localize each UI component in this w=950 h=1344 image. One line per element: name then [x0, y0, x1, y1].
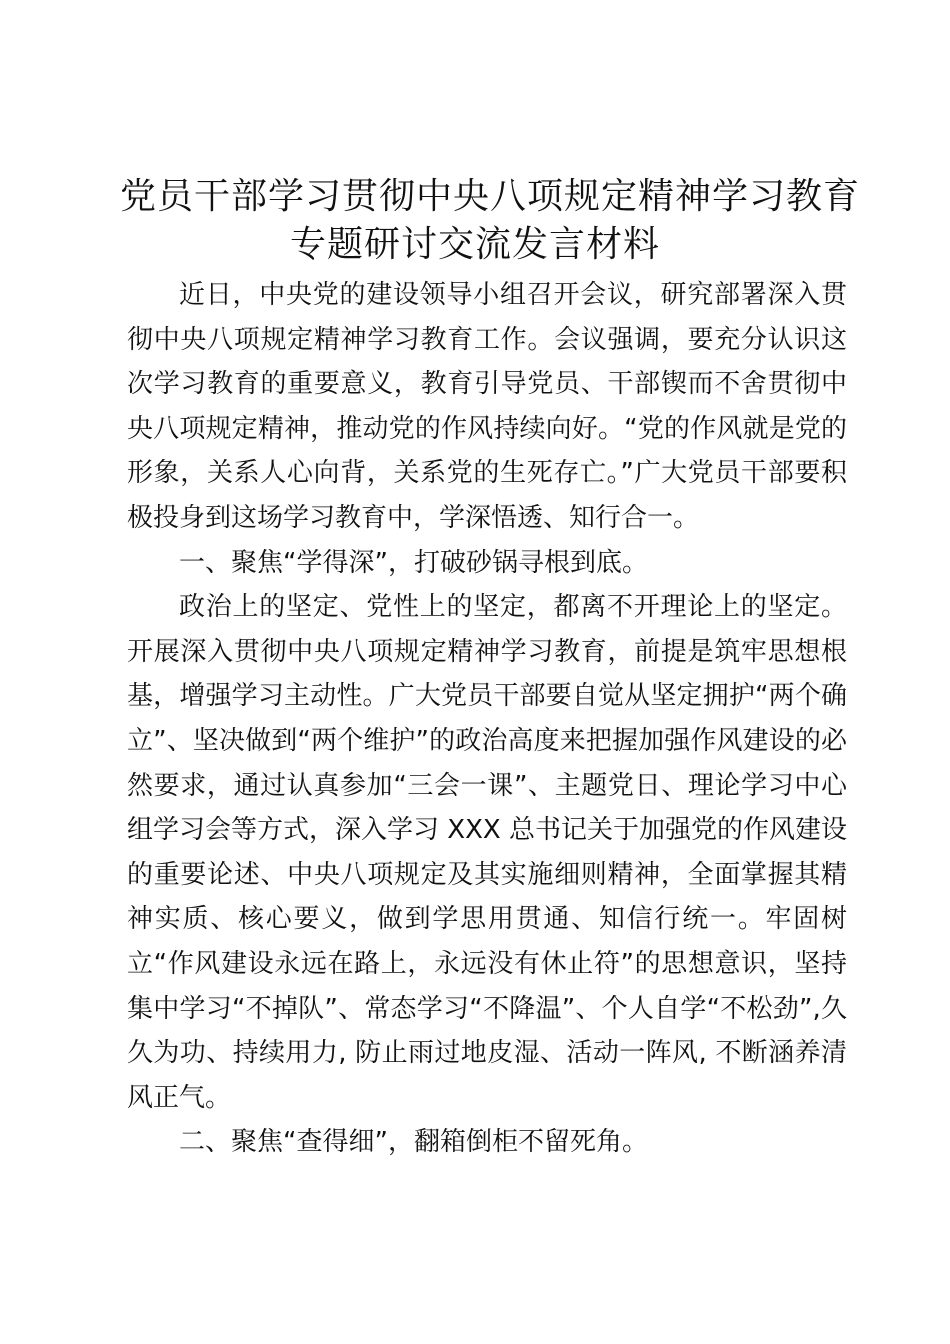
section-heading-1: 一、聚焦“学得深”，打破砂锅寻根到底。	[179, 547, 648, 578]
document-title-line-1: 党员干部学习贯彻中央八项规定精神学习教育	[120, 176, 861, 217]
section-heading-2: 二、聚焦“查得细”，翻箱倒柜不留死角。	[179, 1127, 648, 1158]
intro-paragraph: 近日，中央党的建设领导小组召开会议，研究部署深入贯彻中央八项规定精神学习教育工作。会议强调，要充分认识这次学习教育的重要意义，教育引导党员、干部锲而不舍贯彻中央八项规定精神，推动党的作风持续向好。“党的作风就是党的形象，关系人心向背，关系党的生死存亡。”广大党员干部要积极投身到这场学习教育中，学深悟透、知行合一。	[127, 280, 847, 533]
document-body	[127, 273, 847, 1165]
document-title-line-2: 专题研讨交流发言材料	[289, 224, 660, 265]
section-1-paragraph: 政治上的坚定、党性上的坚定，都离不开理论上的坚定。开展深入贯彻中央八项规定精神学习教育，前提是筑牢思想根基，增强学习主动性。广大党员干部要自觉从坚定拥护“两个确立”、坚决做到“两个维护”的政治高度来把握加强作风建设的必然要求，通过认真参加“三会一课”、主题党日、理论学习中心组学习会等方式，深入学习 XXX 总书记关于加强党的作风建设的重要论述、中央八项规定及其实施细则精神，全面掌握其精神实质、核心要义，做到学思用贯通、知信行统一。牢固树立“作风建设永远在路上，永远没有休止符”的思想意识，坚持集中学习“不掉队”、常态学习“不降温”、个人自学“不松劲”,久久为功、持续用力, 防止雨过地皮湿、活动一阵风, 不断涵养清风正气。	[127, 592, 847, 1113]
